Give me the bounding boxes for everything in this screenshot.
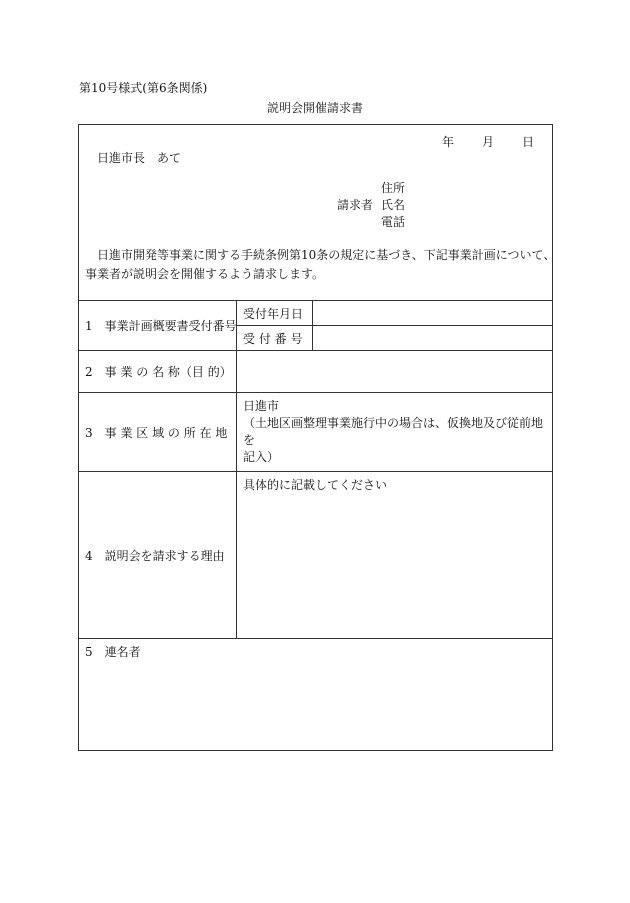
date-line xyxy=(442,133,534,150)
body-line-1: 日進市開発等事業に関する手続条例第10条の規定に基づき、下記事業計画について、 xyxy=(97,248,556,262)
location-city: 日進市 xyxy=(243,399,280,413)
name-label: 氏名 xyxy=(381,198,406,212)
project-name-field[interactable] xyxy=(237,351,553,393)
project-name-label: 2 事 業 の 名 称（目 的） xyxy=(79,351,237,393)
request-reason-label: 4 説明会を請求する理由 xyxy=(79,472,237,639)
request-form-table xyxy=(78,124,556,751)
date-day: 日 xyxy=(522,135,535,149)
receipt-no-label: 受 付 番 号 xyxy=(237,326,313,351)
date-year: 年 xyxy=(441,135,454,149)
receipt-date-label: 受付年月日 xyxy=(237,301,313,326)
requester-label: 請求者 xyxy=(337,198,374,212)
project-location-field[interactable] xyxy=(237,393,553,472)
receipt-date-field[interactable] xyxy=(313,301,553,326)
body-line-2: 事業者が説明会を開催するよう請求します。 xyxy=(85,267,325,281)
location-note-2: 記入） xyxy=(243,450,280,464)
request-reason-field[interactable] xyxy=(237,472,553,639)
form-number: 第10号様式(第6条関係) xyxy=(79,81,208,95)
receipt-no-field[interactable] xyxy=(313,326,553,351)
addressee: 日進市長 あて xyxy=(97,151,182,165)
address-label: 住所 xyxy=(381,181,406,195)
co-signers-label: 5 連名者 xyxy=(85,645,141,659)
location-note-1: （土地区画整理事業施行中の場合は、仮換地及び従前地を xyxy=(243,416,544,447)
receipt-number-label: 1 事業計画概要書受付番号 xyxy=(79,301,237,351)
header-section xyxy=(79,125,556,301)
date-month: 月 xyxy=(481,135,494,149)
phone-label: 電話 xyxy=(381,215,406,229)
co-signers-field[interactable] xyxy=(79,639,553,751)
document-title: 説明会開催請求書 xyxy=(266,101,363,115)
project-location-label: 3 事 業 区 域 の 所 在 地 xyxy=(79,393,237,472)
request-reason-hint: 具体的に記載してください xyxy=(243,478,388,492)
